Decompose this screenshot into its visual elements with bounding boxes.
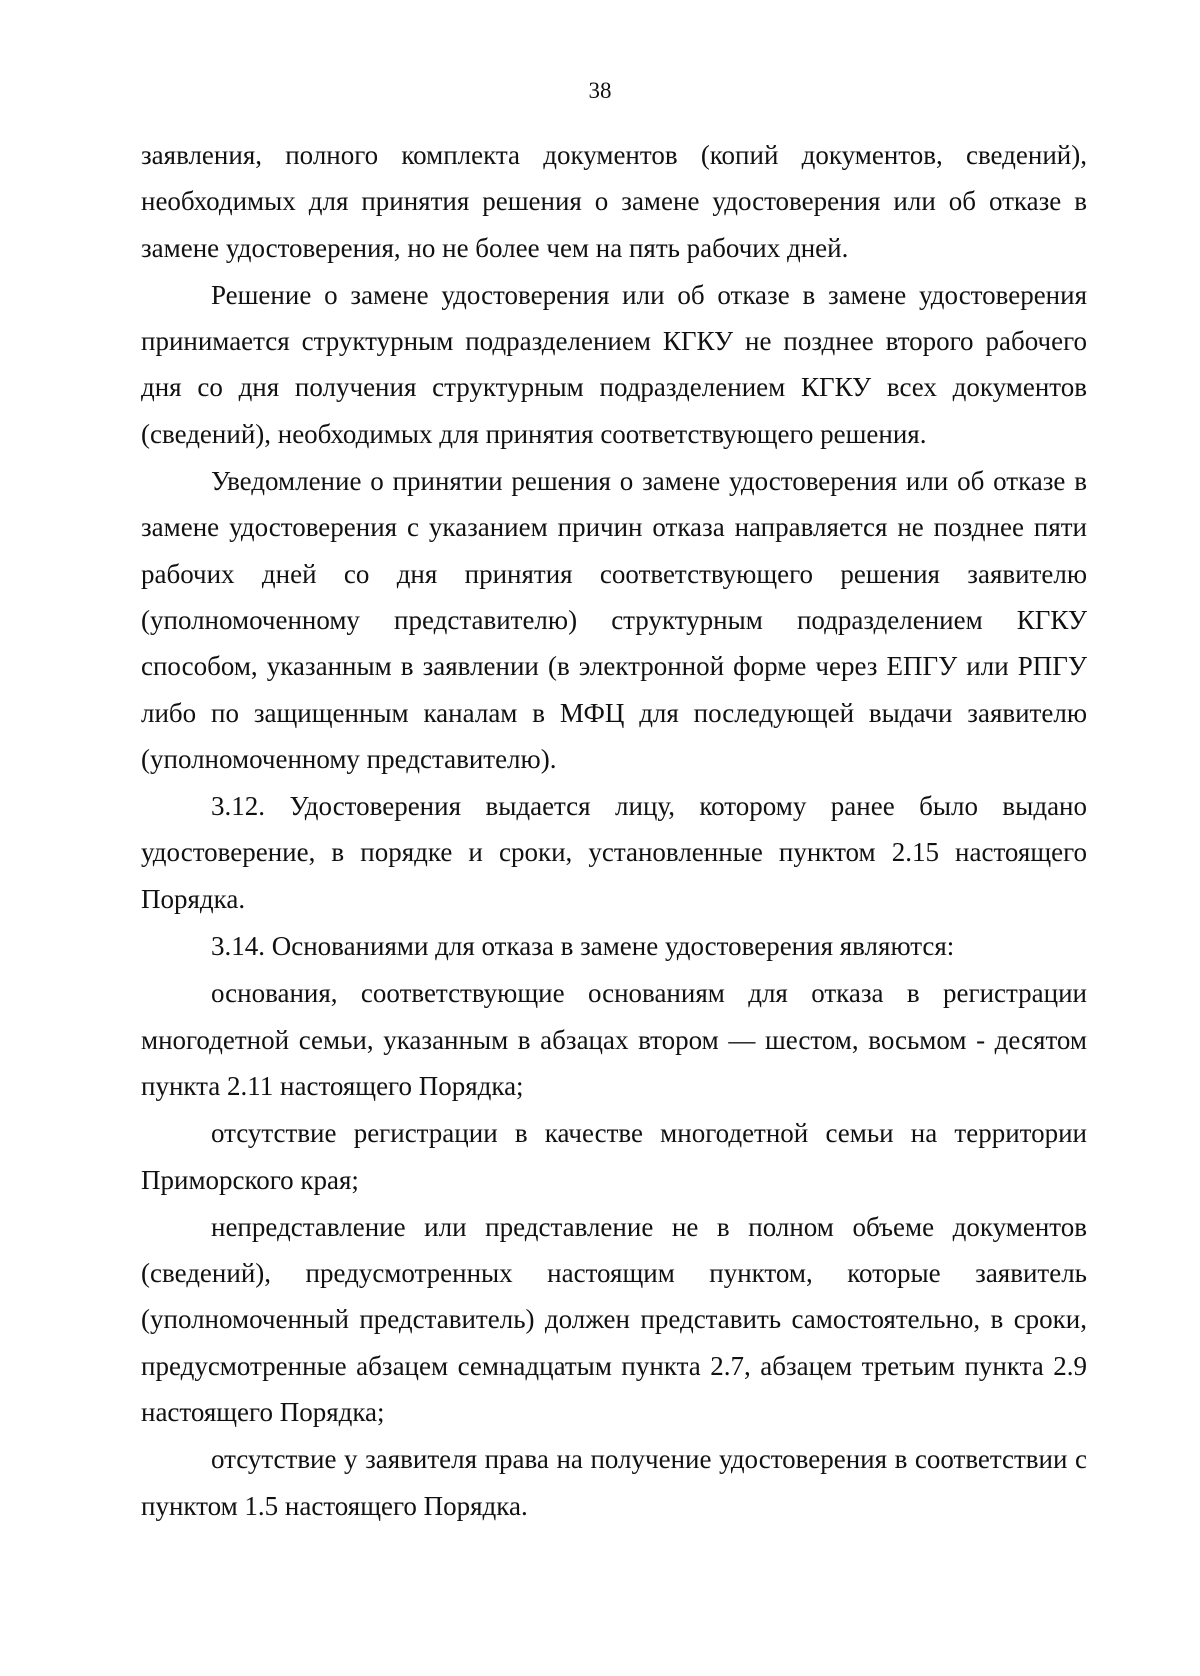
document-body [141, 132, 1087, 1530]
paragraph-notification: Уведомление о принятии решения о замене удостоверения или об отказе в замене удостоверения с указанием причин отказа направляется не позднее пяти рабочих дней со дня принятия соответствующего решения заявителю (уполномоченному представителю) структурным подразделением КГКУ способом, указанным в заявлении (в электронной форме через ЕПГУ или РПГУ либо по защищенным каналам в МФЦ для последующей выдачи заявителю (уполномоченному представителю). [141, 466, 1087, 774]
paragraph-ground-2: отсутствие регистрации в качестве многодетной семьи на территории Приморского края; [141, 1118, 1087, 1195]
paragraph-ground-3: непредставление или представление не в полном объеме документов (сведений), предусмотренных настоящим пунктом, которые заявитель (уполномоченный представитель) должен представить самостоятельно, в сроки, предусмотренные абзацем семнадцатым пункта 2.7, абзацем третьим пункта 2.9 настоящего Порядка; [141, 1211, 1087, 1428]
paragraph-continuation: заявления, полного комплекта документов (копий документов, сведений), необходимых для принятия решения о замене удостоверения или об отказе в замене удостоверения, но не более чем на пять рабочих дней. [141, 140, 1087, 263]
paragraph-3-14: 3.14. Основаниями для отказа в замене удостоверения являются: [211, 931, 955, 962]
paragraph-3-12: 3.12. Удостоверения выдается лицу, которому ранее было выдано удостоверение, в порядке и сроки, установленные пунктом 2.15 настоящего Порядка. [141, 791, 1087, 914]
page-number: 38 [588, 78, 612, 103]
paragraph-decision: Решение о замене удостоверения или об отказе в замене удостоверения принимается структурным подразделением КГКУ не позднее второго рабочего дня со дня получения структурным подразделением КГКУ всех документов (сведений), необходимых для принятия соответствующего решения. [141, 279, 1087, 449]
paragraph-ground-4: отсутствие у заявителя права на получение удостоверения в соответствии с пунктом 1.5 настоящего Порядка. [141, 1444, 1087, 1521]
paragraph-ground-1: основания, соответствующие основаниям для отказа в регистрации многодетной семьи, указанным в абзацах втором — шестом, восьмом - десятом пункта 2.11 настоящего Порядка; [141, 978, 1087, 1101]
